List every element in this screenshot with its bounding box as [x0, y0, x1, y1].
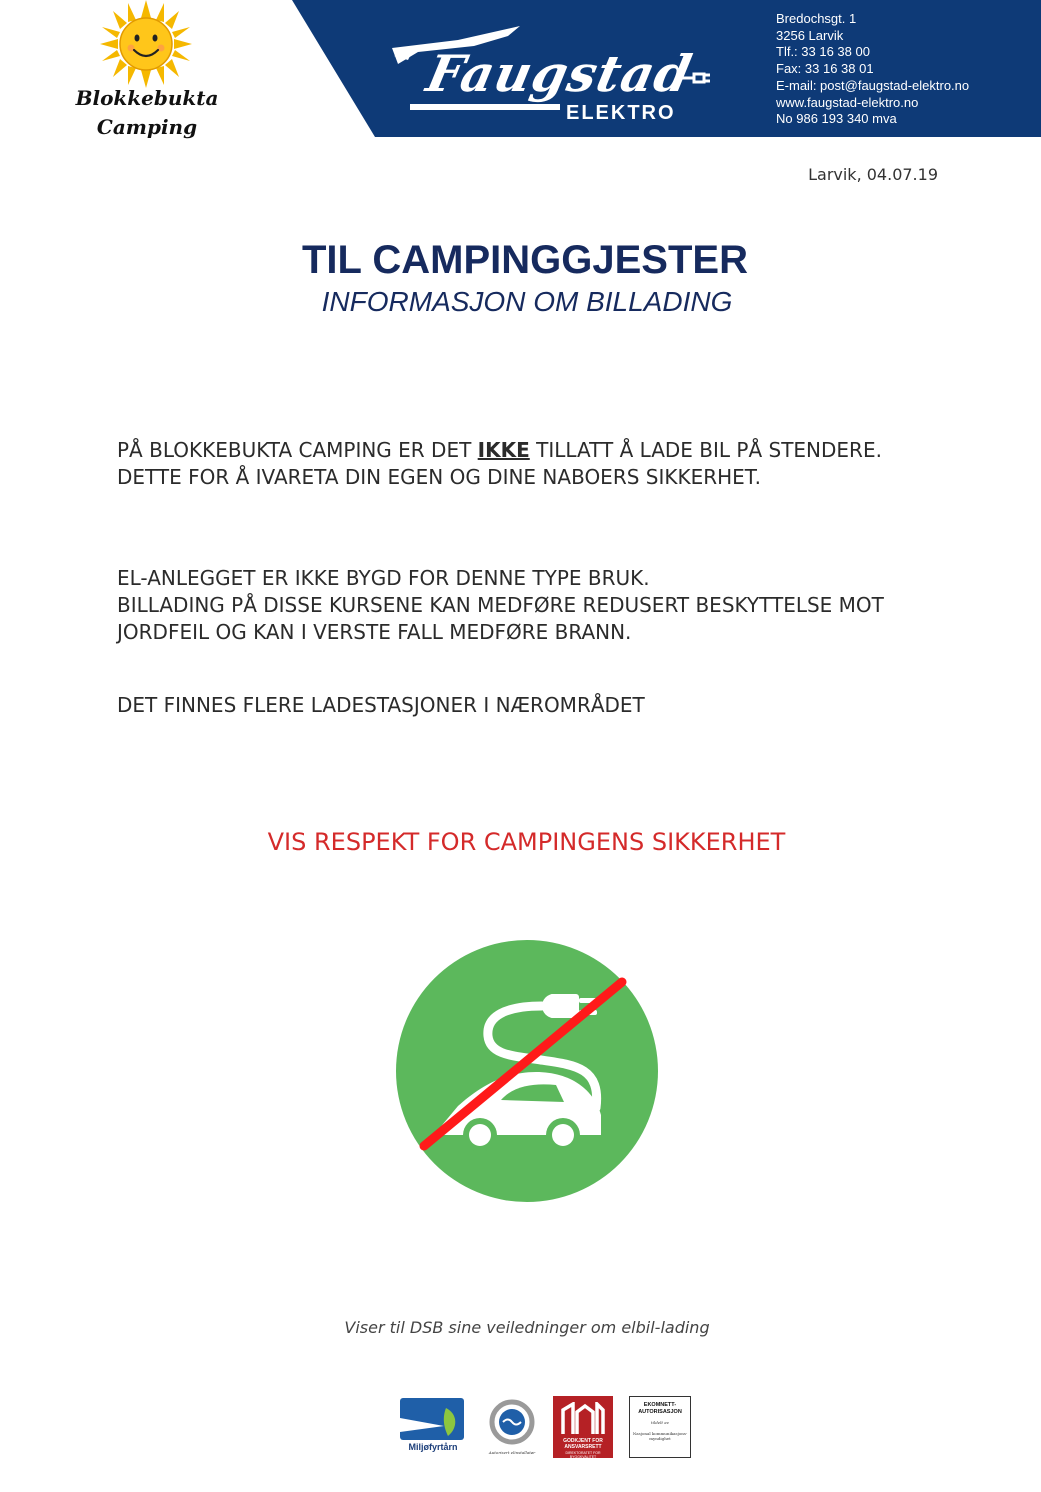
faugstad-wordmark: Faugstad [421, 44, 698, 103]
camping-logo-line1: Blokkebukta [75, 86, 219, 110]
paragraph-charging-stations: DET FINNES FLERE LADESTASJONER I NÆROMRÅDET [117, 693, 645, 717]
ansvarsrett-label: GODKJENT FOR ANSVARSRETT [563, 1438, 603, 1450]
para2-line1: EL-ANLEGGET ER IKKE BYGD FOR DENNE TYPE BRUK. [117, 566, 650, 590]
letter-date: Larvik, 04.07.19 [808, 165, 938, 184]
paragraph-installation-risk [117, 565, 947, 646]
contact-email: E-mail: post@faugstad-elektro.no [776, 77, 970, 93]
no-ev-charging-icon [396, 940, 658, 1202]
miljofyrtarn-logo-icon [400, 1398, 464, 1442]
sun-icon [98, 0, 194, 90]
ekom-title: EKOMNETT-AUTORISASJON [638, 1402, 682, 1415]
ekomnett-badge [629, 1396, 691, 1458]
contact-org-number: No 986 193 340 mva [776, 111, 897, 127]
para2-line2: BILLADING PÅ DISSE KURSENE KAN MEDFØRE REDUSERT BESKYTTELSE MOT JORDFEIL OG KAN I VERSTE FALL MEDFØRE BRANN. [117, 593, 884, 644]
autorisert-label: Autorisert elinstallatør [488, 1450, 536, 1455]
autorisert-installator-badge [484, 1396, 540, 1460]
safety-warning: VIS RESPEKT FOR CAMPINGENS SIKKERHET [267, 828, 786, 856]
para1-emphasis: IKKE [477, 438, 530, 462]
contact-web: www.faugstad-elektro.no [776, 94, 919, 110]
miljofyrtarn-label: Miljøfyrtårn [408, 1442, 458, 1452]
miljofyrtarn-badge [398, 1396, 466, 1460]
contact-fax: Fax: 33 16 38 01 [776, 61, 874, 77]
elektro-wordmark: ELEKTRO [566, 102, 676, 124]
ekom-sublabel: tildelt av [651, 1420, 669, 1425]
ekom-authority: Nasjonal kommunikasjons-myndighet [632, 1431, 688, 1441]
para1-text-after: TILLATT Å LADE BIL PÅ STENDERE. DETTE FOR Å IVARETA DIN EGEN OG DINE NABOERS SIKKERHET. [117, 438, 882, 489]
document-title: TIL CAMPINGGJESTER [302, 238, 748, 282]
contact-postal: 3256 Larvik [776, 27, 844, 43]
contact-address: Bredochsgt. 1 [776, 11, 857, 26]
footer-note: Viser til DSB sine veiledninger om elbil-lading [344, 1318, 710, 1337]
ansvarsrett-logo-icon [561, 1402, 605, 1436]
ansvarsrett-sublabel: DIREKTORATET FOR BYGGKVALITET [565, 1451, 601, 1459]
paragraph-charging-not-allowed [117, 437, 947, 491]
blokkebukta-camping-logo [72, 0, 222, 142]
contact-block [776, 11, 969, 128]
contact-phone: Tlf.: 33 16 38 00 [776, 44, 870, 60]
ansvarsrett-badge [553, 1396, 613, 1458]
faugstad-elektro-logo [388, 22, 728, 127]
document-subtitle: INFORMASJON OM BILLADING [321, 286, 733, 317]
para1-text-before: PÅ BLOKKEBUKTA CAMPING ER DET [117, 438, 478, 462]
camping-logo-line2: Camping [96, 115, 198, 139]
autorisert-logo-icon [488, 1398, 536, 1446]
